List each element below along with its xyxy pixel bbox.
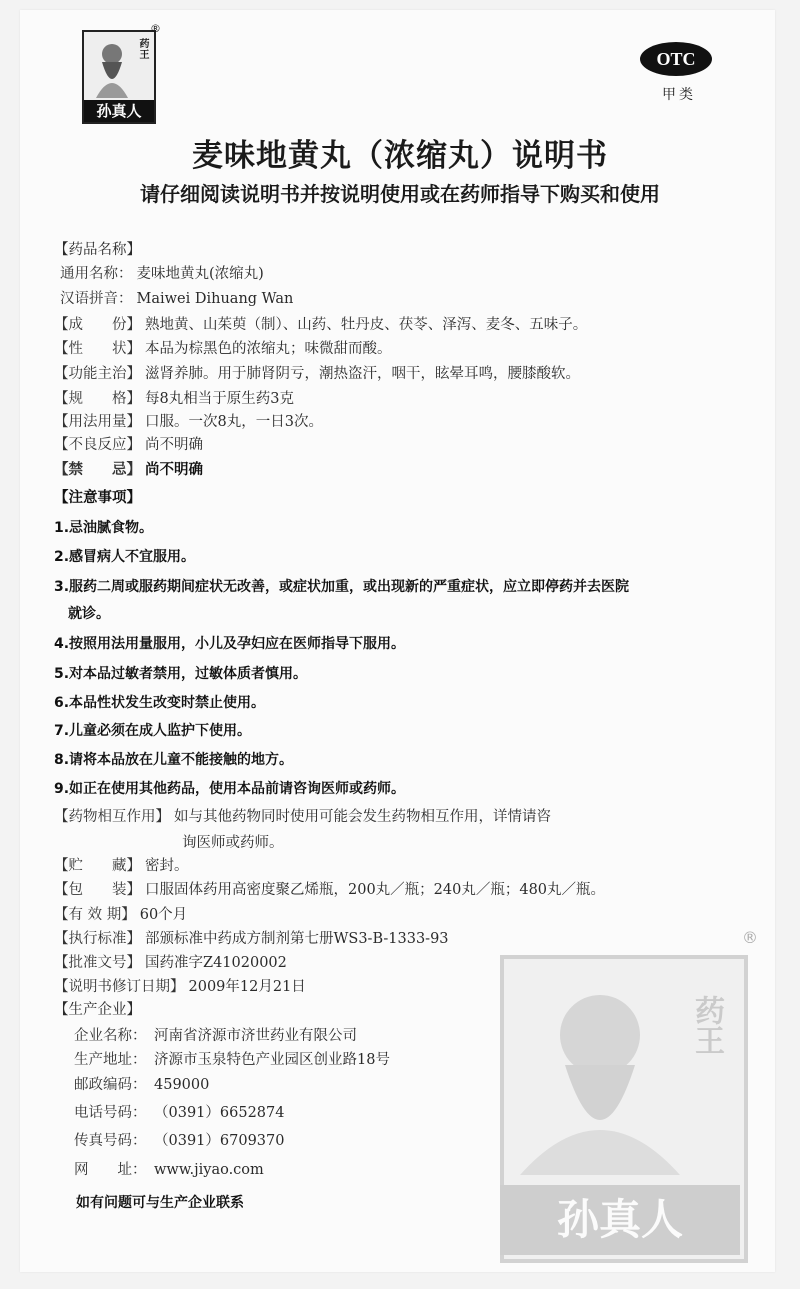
adverse-row	[54, 433, 203, 454]
contraindications-row	[54, 458, 203, 479]
website-key: 网 址：	[74, 1162, 147, 1178]
manufacturer-row	[74, 1073, 209, 1094]
otc-badge: OTC	[640, 42, 712, 76]
brand-mark: 药王	[137, 38, 148, 60]
interactions-key: 【药物相互作用】	[54, 809, 170, 825]
validity-row	[54, 903, 187, 924]
approval-row	[54, 951, 287, 972]
storage-row	[54, 854, 189, 875]
drug-name-header: 【药品名称】	[54, 242, 141, 258]
precaution-item: 8.请将本品放在儿童不能接触的地方。	[54, 752, 294, 768]
precaution-item: 1.忌油腻食物。	[54, 520, 154, 536]
brand-logo	[82, 30, 156, 124]
interactions-value-continued: 询医师或药师。	[182, 835, 284, 851]
pinyin-value: Maiwei Dihuang Wan	[136, 291, 294, 307]
contraindications-key: 【禁 忌】	[54, 462, 141, 478]
storage-key: 【贮 藏】	[54, 858, 141, 874]
ingredients-key: 【成 份】	[54, 317, 141, 333]
manufacturer-row	[74, 1129, 284, 1150]
phone-key: 电话号码：	[74, 1105, 147, 1121]
specification-row	[54, 387, 294, 408]
precaution-item: 5.对本品过敏者禁用，过敏体质者慎用。	[54, 666, 308, 682]
interactions-value: 如与其他药物同时使用可能会发生药物相互作用，详情请咨	[174, 809, 551, 825]
revision-key: 【说明书修订日期】	[54, 979, 185, 995]
revision-row	[54, 975, 306, 996]
dosage-row	[54, 410, 323, 431]
contact-note: 如有问题可与生产企业联系	[76, 1195, 244, 1211]
adverse-value: 尚不明确	[145, 437, 203, 453]
common-name-key: 通用名称：	[60, 266, 133, 282]
specification-value: 每8丸相当于原生药3克	[145, 391, 294, 407]
manufacturer-row	[74, 1024, 357, 1045]
validity-value: 60个月	[139, 907, 188, 923]
fax-value: （0391）6709370	[154, 1133, 285, 1149]
package-row	[54, 878, 605, 899]
company-name-value: 河南省济源市济世药业有限公司	[154, 1028, 357, 1044]
pinyin-row	[60, 287, 293, 308]
common-name-row	[60, 262, 264, 283]
contraindications-value: 尚不明确	[145, 462, 203, 478]
brand-name: 孙真人	[84, 100, 154, 122]
standard-key: 【执行标准】	[54, 931, 141, 947]
standard-value: 部颁标准中药成方制剂第七册WS3-B-1333-93	[145, 931, 449, 947]
page-title: 麦味地黄丸（浓缩丸）说明书	[192, 138, 608, 174]
specification-key: 【规 格】	[54, 391, 141, 407]
brand-watermark	[500, 955, 740, 1255]
interactions-row	[54, 805, 551, 826]
ingredients-row	[54, 313, 587, 334]
dosage-value: 口服。一次8丸，一日3次。	[145, 414, 323, 430]
watermark-registered-mark: ®	[742, 928, 758, 947]
precautions-header: 【注意事项】	[54, 490, 141, 506]
address-value: 济源市玉泉特色产业园区创业路18号	[154, 1052, 390, 1068]
revision-value: 2009年12月21日	[188, 979, 306, 995]
approval-key: 【批准文号】	[54, 955, 141, 971]
watermark-portrait-icon	[520, 975, 680, 1175]
approval-value: 国药准字Z41020002	[145, 955, 287, 971]
address-key: 生产地址：	[74, 1052, 147, 1068]
properties-row	[54, 337, 392, 358]
package-value: 口服固体药用高密度聚乙烯瓶，200丸／瓶；240丸／瓶；480丸／瓶。	[145, 882, 606, 898]
validity-key: 【有 效 期】	[54, 907, 136, 923]
indications-value: 滋肾养肺。用于肺肾阴亏，潮热盗汗，咽干，眩晕耳鸣，腰膝酸软。	[145, 366, 580, 382]
properties-value: 本品为棕黑色的浓缩丸；味微甜而酸。	[145, 341, 392, 357]
precaution-item: 3.服药二周或服药期间症状无改善，或症状加重，或出现新的严重症状，应立即停药并去医院	[54, 579, 630, 595]
manufacturer-row	[74, 1101, 284, 1122]
company-name-key: 企业名称：	[74, 1028, 147, 1044]
dosage-key: 【用法用量】	[54, 414, 141, 430]
pinyin-key: 汉语拼音：	[60, 291, 133, 307]
precaution-item: 7.儿童必须在成人监护下使用。	[54, 723, 252, 739]
sage-portrait-icon	[92, 38, 132, 98]
watermark-name: 孙真人	[500, 1185, 740, 1255]
indications-row	[54, 362, 580, 383]
manufacturer-row	[74, 1158, 264, 1179]
precaution-item: 4.按照用法用量服用，小儿及孕妇应在医师指导下服用。	[54, 636, 406, 652]
adverse-key: 【不良反应】	[54, 437, 141, 453]
precaution-item: 6.本品性状发生改变时禁止使用。	[54, 695, 266, 711]
website-value: www.jiyao.com	[154, 1162, 264, 1178]
manufacturer-header: 【生产企业】	[54, 1002, 141, 1018]
page-subtitle: 请仔细阅读说明书并按说明使用或在药师指导下购买和使用	[140, 182, 660, 206]
common-name-value: 麦味地黄丸(浓缩丸)	[136, 266, 264, 282]
storage-value: 密封。	[145, 858, 189, 874]
postcode-value: 459000	[154, 1077, 210, 1093]
ingredients-value: 熟地黄、山茱萸（制）、山药、牡丹皮、茯苓、泽泻、麦冬、五味子。	[145, 317, 588, 333]
standard-row	[54, 927, 449, 948]
watermark-mark: 药王	[689, 995, 724, 1055]
precaution-item-continued: 就诊。	[68, 606, 110, 622]
properties-key: 【性 状】	[54, 341, 141, 357]
phone-value: （0391）6652874	[154, 1105, 285, 1121]
postcode-key: 邮政编码：	[74, 1077, 147, 1093]
package-key: 【包 装】	[54, 882, 141, 898]
indications-key: 【功能主治】	[54, 366, 141, 382]
fax-key: 传真号码：	[74, 1133, 147, 1149]
registered-mark: ®	[150, 22, 161, 35]
otc-class-label: 甲类	[662, 87, 696, 103]
precaution-item: 2.感冒病人不宜服用。	[54, 549, 196, 565]
manufacturer-row	[74, 1048, 390, 1069]
precaution-item: 9.如正在使用其他药品，使用本品前请咨询医师或药师。	[54, 781, 406, 797]
